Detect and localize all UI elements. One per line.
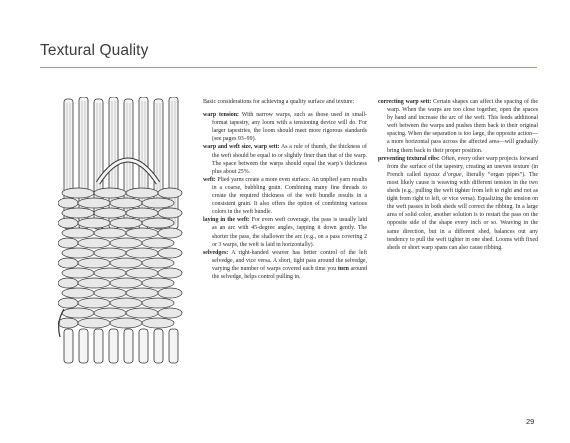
text-column-right xyxy=(378,98,538,252)
entry-italic-term: tuyaux d’orgue, xyxy=(424,171,463,178)
entry-text: With narrow warps, such as those used in small-format tapestry, any loom with a tensioning device will do. For larger tapestries, the loom should meet more rigorous standards (see pages 93–99). xyxy=(212,112,368,143)
entry-text-continued: around the selvedge, helps control pulling in. xyxy=(212,265,367,280)
entry-weft xyxy=(203,176,367,216)
entry-text: Plied yarns create a more even surface. An unplied yarn results in a coarse, bubbling grain. Combining many fine threads to create the required thickness of the weft bundle results in a consistent grain. It also offers the option of combining various colors in the weft bundle. xyxy=(212,176,367,216)
entry-preventing-textural-ribs xyxy=(378,155,538,252)
entry-term: warp tension: xyxy=(203,112,239,119)
entry-emphasis: turn xyxy=(337,265,349,272)
entry-text: Often, every other warp projects forward from the surface of the tapestry, creating an uneven texture (in French called xyxy=(387,155,538,178)
text-column-left xyxy=(203,98,367,281)
entry-term: selvedges: xyxy=(203,249,229,256)
entry-term: weft: xyxy=(203,176,216,183)
entry-correcting-warp-sett xyxy=(378,98,538,155)
intro-paragraph: Basic considerations for achieving a quality surface and texture: xyxy=(203,99,355,105)
entry-laying-in-weft xyxy=(203,216,367,248)
entry-term: preventing textural ribs: xyxy=(378,155,440,162)
entry-term: warp and weft size, warp sett: xyxy=(203,144,280,151)
entry-text: For even weft coverage, the pass is usually laid as an arc with 45-degree angles, tapping it down gently. The shorter the pass, the shallower the arc (e.g., on a pass covering 2 or 3 warps, the weft is laid in horizontally). xyxy=(212,217,368,248)
page-number: 29 xyxy=(526,417,535,426)
entry-text: As a rule of thumb, the thickness of the weft should be equal to or slightly finer than that of the warp. The space between the warps should equal the warp’s thickness plus about 25%. xyxy=(212,144,367,175)
entry-warp-weft-size xyxy=(203,143,367,175)
title-rule xyxy=(40,67,537,68)
entry-term: correcting warp sett: xyxy=(378,99,432,105)
page-title: Textural Quality xyxy=(40,42,149,59)
entry-text: Certain shapes can affect the spacing of the warp. When the warps are too close together, open the spaces by hand and increase the arc of the weft. This feeds additional weft between the warps and pushes them back to their original spacing. When the separation is too large, the opposite action—a more horizontal pass across the affected area—will gradually bring them back to their proper position. xyxy=(387,99,538,154)
entry-term: laying in the weft: xyxy=(203,217,250,224)
entry-selvedges xyxy=(203,249,367,281)
entry-text-continued: literally “organ pipes”). The most likely cause is weaving with different tension in the two sheds (e.g., pulling the weft tighter from left to right and not as tight from right to left, or vice versa). Equalizing the tension on the weft passes in both sheds will correct the ribbing. In a large area of solid color, another solution is to restart the pass on the opposite side of the shape every inch or so. Weaving in the same direction, but in a different shed, balances out any tendency to pull the weft tighter in one shed. Looms with fixed sheds or short warp spans can also cause ribbing. xyxy=(387,171,538,251)
entry-text: A right-handed weaver has better control of the left selvedge, and vice versa. A short, tight pass around the selvedge, varying the number of warps covered each time you xyxy=(212,249,367,272)
entry-warp-tension xyxy=(203,111,367,143)
tapestry-weaving-illustration-icon xyxy=(58,97,190,365)
